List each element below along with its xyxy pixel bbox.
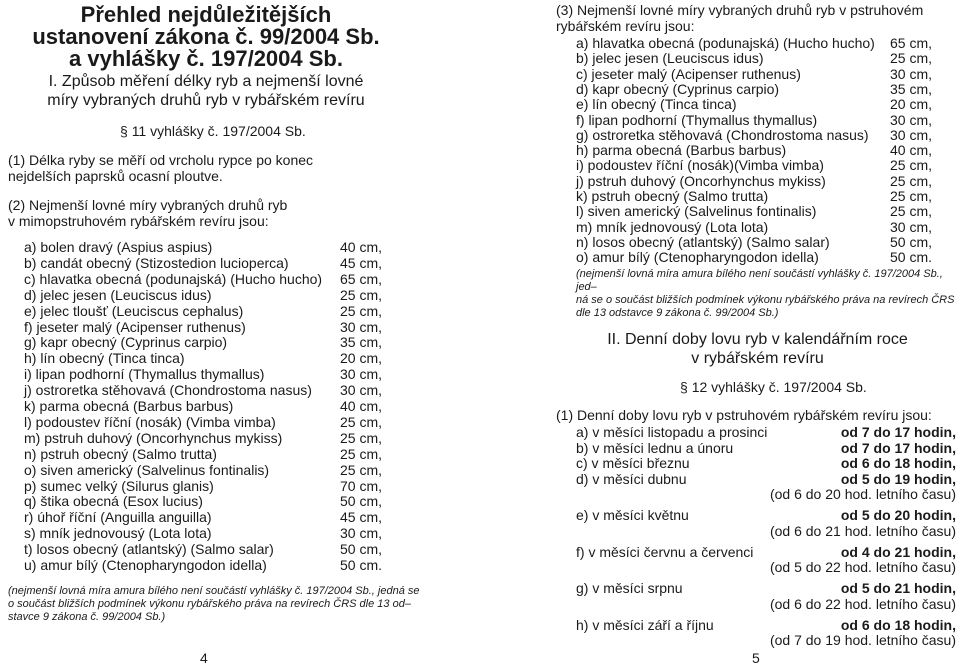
paragraph-line: rybářském revíru jsou: — [556, 18, 695, 34]
hours-period: h) v měsíci září a říjnu — [576, 616, 714, 633]
section1-title-line: míry vybraných druhů ryb v rybářském revíru — [47, 92, 365, 109]
page-number: 5 — [752, 650, 760, 666]
hours-summer-time-note: (od 6 do 22 hod. letního času) — [769, 595, 956, 612]
fish-name: j) ostroretka stěhovavá (Chondrostoma nasus) — [24, 382, 312, 399]
hours-period: e) v měsíci květnu — [576, 507, 689, 523]
hours-time: od 6 do 18 hodin, — [840, 455, 956, 471]
fish-min-size: 25 cm, — [890, 188, 933, 204]
fish-name: b) jelec jesen (Leuciscus idus) — [576, 50, 764, 67]
fish-min-size: 25 cm, — [340, 302, 383, 319]
hours-summer-time-note: (od 6 do 21 hod. letního času) — [769, 522, 956, 539]
section2-reference — [680, 379, 867, 395]
footnote-left — [8, 585, 420, 624]
hours-period: c) v měsíci březnu — [576, 455, 690, 471]
hours-time: od 5 do 20 hodin, — [840, 507, 956, 523]
footnote-line: (nejmenší lovná míra amura bílého není součástí vyhlášky č. 197/2004 Sb., jed– — [576, 268, 943, 293]
fish-min-size: 30 cm, — [340, 382, 383, 399]
paragraph-line: (1) Délka ryby se měří od vrcholu rypce po konec — [8, 152, 314, 168]
fish-min-size: 25 cm, — [890, 203, 933, 220]
section2-title-line: II. Denní doby lovu ryb v kalendářním roce — [607, 331, 908, 348]
fish-min-size: 25 cm, — [340, 445, 383, 462]
fish-name: h) lín obecný (Tinca tinca) — [24, 350, 185, 367]
fish-min-size: 25 cm, — [890, 172, 933, 189]
paragraph-2 — [8, 197, 287, 229]
fish-min-size: 20 cm, — [340, 350, 383, 367]
fish-name: a) hlavatka obecná (podunajská) (Hucho hucho) — [576, 35, 875, 51]
fish-name: m) pstruh duhový (Oncorhynchus mykiss) — [24, 429, 283, 446]
fish-name: k) parma obecná (Barbus barbus) — [24, 398, 234, 414]
section1-ref-text: 11 vyhlášky č. 197/2004 Sb. — [131, 123, 306, 139]
fish-name: d) jelec jesen (Leuciscus idus) — [24, 286, 212, 303]
hours-time: od 4 do 21 hodin, — [840, 543, 956, 560]
hours-time: od 6 do 18 hodin, — [840, 616, 956, 633]
footnote-right — [576, 268, 960, 320]
title-line: a vyhlášky č. 197/2004 Sb. — [69, 46, 343, 71]
fish-min-size: 35 cm, — [890, 80, 933, 97]
title-line: Přehled nejdůležitějších — [80, 2, 332, 27]
fish-name: j) pstruh duhový (Oncorhynchus mykiss) — [576, 172, 826, 189]
page-title — [0, 4, 412, 70]
fish-min-size: 30 cm, — [890, 218, 933, 235]
fish-name: i) podoustev říční (nosák)(Vimba vimba) — [576, 157, 824, 174]
hours-summer-time-note: (od 6 do 20 hod. letního času) — [769, 486, 956, 502]
fish-name: r) úhoř říční (Anguilla anguilla) — [24, 509, 212, 526]
footnote-line: (nejmenší lovná míra amura bílého není součástí vyhlášky č. 197/2004 Sb., jedná se — [8, 585, 420, 597]
paragraph-3 — [556, 2, 923, 34]
hours-time: od 7 do 17 hodin, — [840, 439, 956, 456]
fish-name: l) siven americký (Salvelinus fontinalis) — [576, 203, 817, 220]
hours-period: f) v měsíci červnu a červenci — [576, 543, 754, 560]
fish-name: a) bolen dravý (Aspius aspius) — [24, 239, 213, 255]
hours-summer-time-note: (od 7 do 19 hod. letního času) — [769, 632, 956, 648]
fish-min-size: 30 cm, — [890, 126, 933, 143]
fish-name: n) losos obecný (atlantský) (Salmo salar) — [576, 233, 830, 250]
paragraph-1 — [8, 152, 313, 184]
footnote-line: dle 13 odstavce 9 zákona č. 99/2004 Sb.) — [576, 307, 779, 319]
hours-time: od 5 do 21 hodin, — [840, 580, 956, 596]
fish-name: f) lipan podhorní (Thymallus thymallus) — [576, 111, 818, 128]
fish-name: p) sumec velký (Silurus glanis) — [24, 477, 214, 494]
fish-name: q) štika obecná (Esox lucius) — [24, 493, 203, 510]
fish-min-size: 45 cm, — [340, 509, 383, 526]
fish-min-size: 50 cm. — [890, 249, 933, 266]
hours-period: a) v měsíci listopadu a prosinci — [576, 424, 768, 440]
footnote-line: ná se o součást bližších podmínek výkonu rybářského práva na revírech ČRS — [576, 294, 955, 306]
hours-time: od 7 do 17 hodin, — [840, 424, 956, 440]
fish-name: c) hlavatka obecná (podunajská) (Hucho hucho) — [24, 270, 323, 287]
fish-min-size: 65 cm, — [890, 35, 933, 51]
fish-name: c) jeseter malý (Acipenser ruthenus) — [576, 65, 801, 82]
fish-name: b) candát obecný (Stizostedion lucioperca) — [24, 254, 289, 271]
fish-min-size: 25 cm, — [340, 413, 383, 430]
fish-min-size: 40 cm, — [340, 398, 383, 414]
footnote-line: stavce 9 zákona č. 99/2004 Sb.) — [8, 611, 166, 623]
section1-title-line: I. Způsob měření délky ryb a nejmenší lovné — [48, 73, 364, 90]
paragraph-4: (1) Denní doby lovu ryb v pstruhovém rybářském revíru jsou: — [556, 407, 932, 423]
fish-min-size: 70 cm, — [340, 477, 383, 494]
fish-size-list-salmonid — [576, 36, 938, 266]
paragraph-line: nejdelších paprsků ocasní ploutve. — [8, 168, 223, 184]
fish-min-size: 25 cm, — [890, 157, 933, 174]
fish-min-size: 50 cm. — [340, 557, 383, 573]
fish-min-size: 50 cm, — [890, 233, 933, 250]
fish-name: m) mník jednovousý (Lota lota) — [576, 218, 769, 235]
fish-name: s) mník jednovousý (Lota lota) — [24, 525, 212, 542]
paragraph-line: (3) Nejmenší lovné míry vybraných druhů ryb v pstruhovém — [556, 2, 924, 18]
page-number: 4 — [200, 650, 208, 666]
paragraph-line: (2) Nejmenší lovné míry vybraných druhů ryb — [8, 197, 288, 213]
fish-min-size: 30 cm, — [890, 65, 933, 82]
paragraph-line: v mimopstruhovém rybářském revíru jsou: — [8, 213, 269, 229]
fish-min-size: 35 cm, — [340, 334, 383, 351]
hours-time: od 5 do 19 hodin, — [840, 470, 956, 487]
section2-ref-text: 12 vyhlášky č. 197/2004 Sb. — [691, 379, 867, 395]
fish-min-size: 25 cm, — [340, 286, 383, 303]
fish-min-size: 30 cm, — [340, 366, 383, 383]
hours-summer-time-note: (od 5 do 22 hod. letního času) — [769, 559, 956, 575]
fish-min-size: 25 cm, — [890, 50, 933, 67]
section2-title-line: v rybářském revíru — [691, 350, 824, 367]
fish-min-size: 50 cm, — [340, 493, 383, 510]
section-sign-icon: § — [120, 123, 132, 139]
fish-min-size: 30 cm, — [340, 318, 383, 335]
fish-name: e) lín obecný (Tinca tinca) — [576, 96, 737, 113]
fish-name: d) kapr obecný (Cyprinus carpio) — [576, 80, 780, 97]
fish-min-size: 30 cm, — [340, 525, 383, 542]
hours-period: g) v měsíci srpnu — [576, 580, 683, 596]
fish-min-size: 65 cm, — [340, 270, 383, 287]
fish-min-size: 40 cm, — [890, 142, 933, 159]
fish-size-list-nonsalmonid — [24, 240, 384, 580]
hours-period: d) v měsíci dubnu — [576, 470, 687, 487]
fish-name: f) jeseter malý (Acipenser ruthenus) — [24, 318, 246, 335]
section1-reference — [120, 123, 306, 139]
fish-name: o) amur bílý (Ctenopharyngodon idella) — [576, 249, 819, 266]
section1-title — [0, 72, 412, 110]
footnote-line: o součást bližších podmínek výkonu rybářského práva na revírech ČRS dle 13 od– — [8, 598, 411, 610]
fish-min-size: 40 cm, — [340, 239, 383, 255]
fish-name: g) kapr obecný (Cyprinus carpio) — [24, 334, 228, 351]
fish-min-size: 25 cm, — [340, 461, 383, 478]
fish-name: g) ostroretka stěhovavá (Chondrostoma nasus) — [576, 126, 869, 143]
fish-min-size: 25 cm, — [340, 429, 383, 446]
section-sign-icon: § — [680, 379, 692, 395]
fish-min-size: 30 cm, — [890, 111, 933, 128]
title-line: ustanovení zákona č. 99/2004 Sb. — [32, 24, 380, 49]
fish-name: u) amur bílý (Ctenopharyngodon idella) — [24, 557, 267, 573]
fishing-hours-list — [576, 425, 956, 655]
fish-min-size: 45 cm, — [340, 254, 383, 271]
fish-name: k) pstruh obecný (Salmo trutta) — [576, 188, 769, 204]
fish-name: h) parma obecná (Barbus barbus) — [576, 142, 787, 159]
hours-period: b) v měsíci lednu a únoru — [576, 439, 734, 456]
fish-min-size: 20 cm, — [890, 96, 933, 113]
fish-name: l) podoustev říční (nosák) (Vimba vimba) — [24, 413, 276, 430]
fish-name: t) losos obecný (atlantský) (Salmo salar) — [24, 541, 274, 558]
fish-name: n) pstruh obecný (Salmo trutta) — [24, 445, 217, 462]
fish-min-size: 50 cm, — [340, 541, 383, 558]
section2-title — [555, 330, 960, 368]
fish-name: o) siven americký (Salvelinus fontinalis) — [24, 461, 270, 478]
fish-name: i) lipan podhorní (Thymallus thymallus) — [24, 366, 265, 383]
fish-name: e) jelec tloušť (Leuciscus cephalus) — [24, 302, 244, 319]
